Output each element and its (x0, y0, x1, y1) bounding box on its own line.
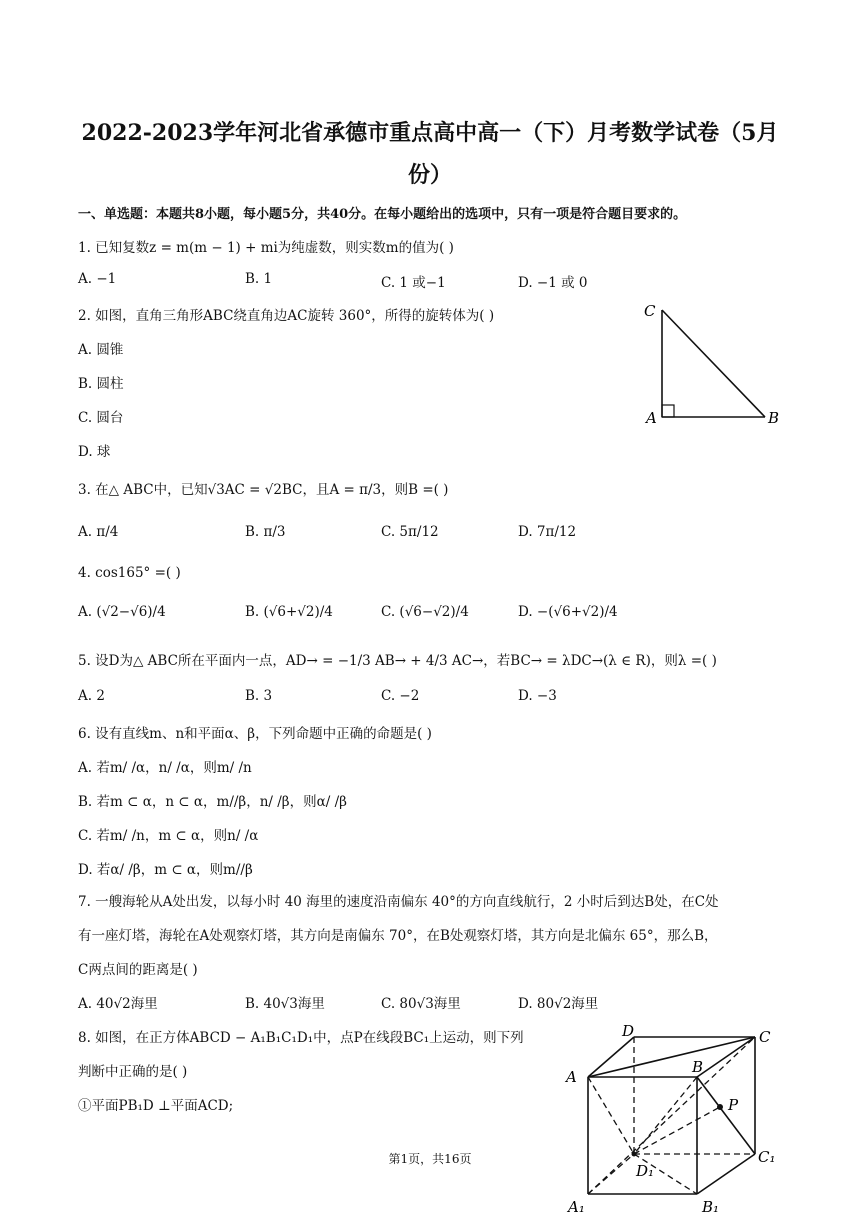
q7-option-a: A. 40√2海里 (78, 996, 158, 1012)
question-8-stem-line-1: 8. 如图，在正方体ABCD − A₁B₁C₁D₁中，点P在线段BC₁上运动，则下列 (78, 1030, 524, 1046)
q3-option-d: D. 7π/12 (518, 524, 577, 540)
q6-option-b: B. 若m ⊂ α，n ⊂ α，m//β，n/ /β，则α/ /β (78, 794, 347, 810)
cube-label-c1: C₁ (758, 1148, 776, 1166)
q2-option-a: A. 圆锥 (78, 342, 124, 358)
page-footer: 第1页，共16页 (388, 1152, 472, 1166)
q1-option-b: B. 1 (245, 271, 273, 287)
q6-option-d: D. 若α/ /β，m ⊂ α，则m//β (78, 862, 253, 878)
question-5-stem: 5. 设D为△ ABC所在平面内一点，AD→ = −1/3 AB→ + 4/3 AC→，若BC→ = λDC→(λ ∈ R)，则λ =( ) (78, 653, 717, 669)
q2-option-b: B. 圆柱 (78, 376, 124, 392)
cube-label-b1: B₁ (702, 1198, 720, 1216)
question-7-stem-line-2: 有一座灯塔，海轮在A处观察灯塔，其方向是南偏东 70°，在B处观察灯塔，其方向是北偏东 65°，那么B， (78, 928, 718, 944)
cube-figure (562, 1022, 790, 1216)
q4-option-b: B. (√6+√2)/4 (245, 604, 333, 620)
question-7-stem-line-1: 7. 一艘海轮从A处出发，以每小时 40 海里的速度沿南偏东 40°的方向直线航行，2 小时后到达B处，在C处 (78, 894, 719, 910)
q1-option-a: A. −1 (78, 271, 117, 287)
q3-option-b: B. π/3 (245, 524, 286, 540)
q7-option-d: D. 80√2海里 (518, 996, 599, 1012)
question-3-stem: 3. 在△ ABC中，已知√3AC = √2BC，且A = π/3，则B =( ) (78, 482, 449, 498)
question-8-stem-line-2: 判断中正确的是( ) (78, 1064, 188, 1080)
cube-label-d: D (622, 1022, 635, 1040)
q1-option-d: D. −1 或 0 (518, 275, 588, 291)
q5-option-a: A. 2 (78, 688, 105, 704)
cube-label-d1: D₁ (636, 1162, 655, 1180)
q3-option-a: A. π/4 (78, 524, 119, 540)
cube-label-a1: A₁ (568, 1198, 585, 1216)
cube-label-a: A (566, 1068, 577, 1086)
label-c: C (644, 302, 656, 320)
right-triangle-figure (640, 298, 790, 432)
q6-option-c: C. 若m/ /n，m ⊂ α，则n/ /α (78, 828, 259, 844)
q7-option-c: C. 80√3海里 (381, 996, 461, 1012)
question-8-statement-1: ①平面PB₁D ⊥平面ACD; (78, 1098, 234, 1114)
section-heading: 一、单选题：本题共8小题，每小题5分，共40分。在每小题给出的选项中，只有一项是符合题目要求的。 (78, 207, 687, 222)
q4-option-a: A. (√2−√6)/4 (78, 604, 166, 620)
q2-option-c: C. 圆台 (78, 410, 124, 426)
cube-label-b: B (692, 1058, 704, 1076)
exam-title-line-2: 份） (407, 162, 452, 188)
q5-option-b: B. 3 (245, 688, 273, 704)
question-6-stem: 6. 设有直线m、n和平面α、β，下列命题中正确的命题是( ) (78, 726, 432, 742)
label-a: A (646, 409, 657, 427)
q5-option-c: C. −2 (381, 688, 420, 704)
cube-label-p: P (728, 1096, 739, 1114)
question-1-stem: 1. 已知复数z = m(m − 1) + mi为纯虚数，则实数m的值为( ) (78, 240, 454, 256)
q4-option-c: C. (√6−√2)/4 (381, 604, 469, 620)
q7-option-b: B. 40√3海里 (245, 996, 325, 1012)
question-2-stem: 2. 如图，直角三角形ABC绕直角边AC旋转 360°，所得的旋转体为( ) (78, 308, 495, 324)
cube-label-c: C (759, 1028, 771, 1046)
q5-option-d: D. −3 (518, 688, 557, 704)
q1-option-c: C. 1 或−1 (381, 275, 446, 291)
exam-title-line-1: 2022-2023学年河北省承德市重点高中高一（下）月考数学试卷（5月 (81, 120, 779, 146)
label-b: B (768, 409, 780, 427)
q6-option-a: A. 若m/ /α，n/ /α，则m/ /n (78, 760, 252, 776)
q4-option-d: D. −(√6+√2)/4 (518, 604, 618, 620)
q3-option-c: C. 5π/12 (381, 524, 439, 540)
q2-option-d: D. 球 (78, 444, 111, 460)
question-7-stem-line-3: C两点间的距离是( ) (78, 962, 198, 978)
question-4-stem: 4. cos165° =( ) (78, 565, 181, 581)
